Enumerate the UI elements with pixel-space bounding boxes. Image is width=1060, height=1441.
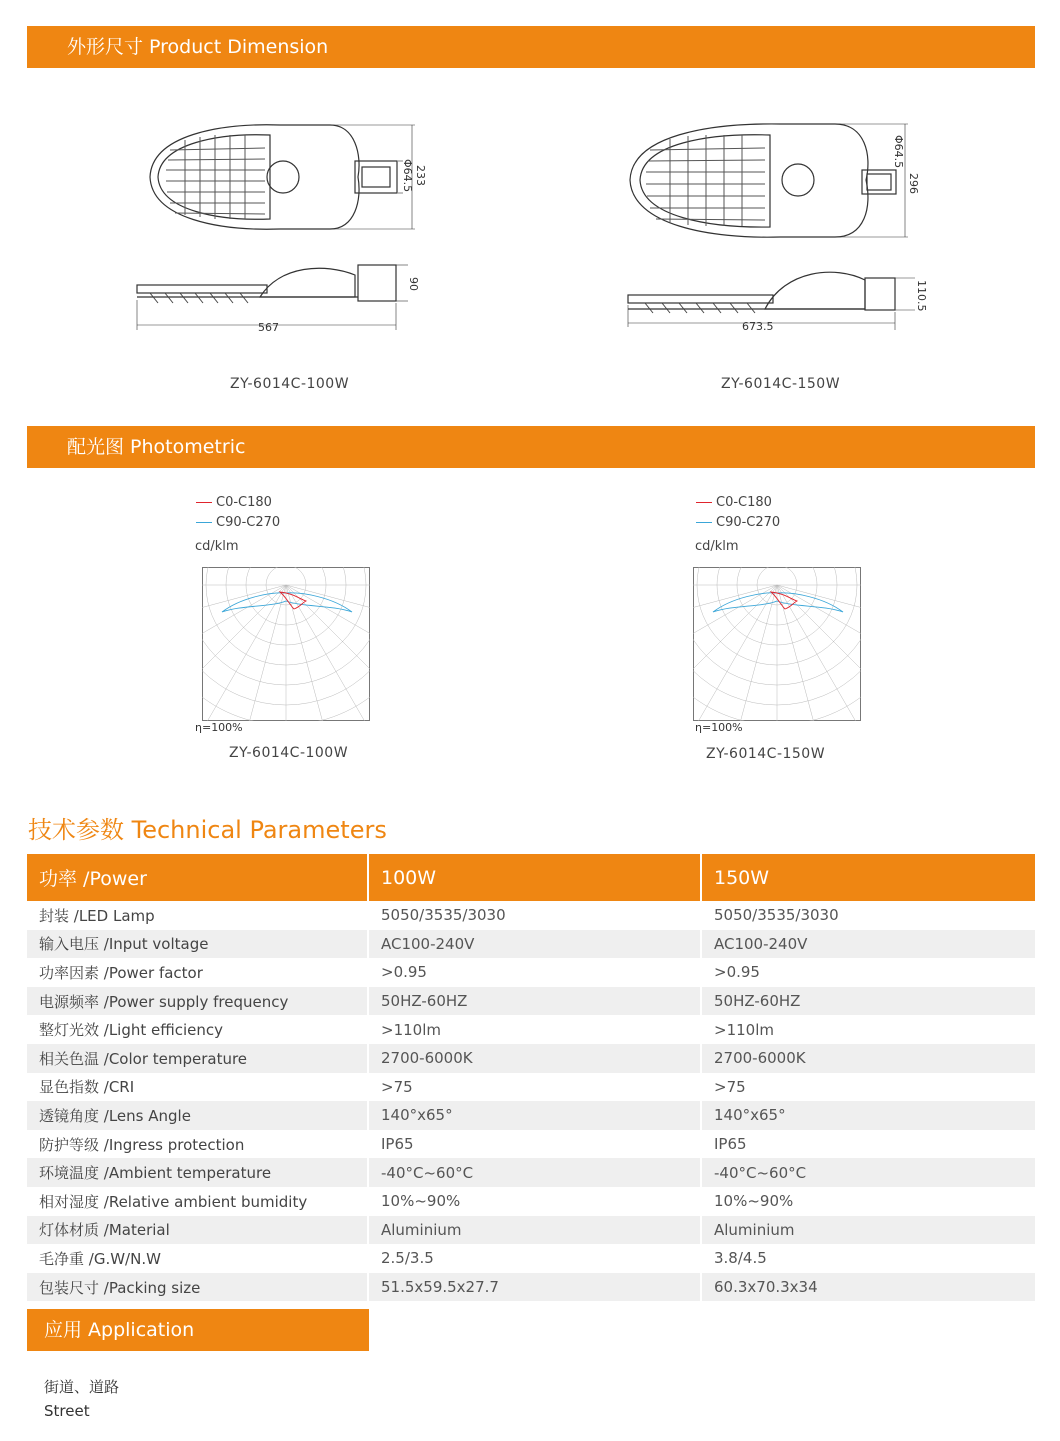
- param-100w-cell: >75: [368, 1073, 701, 1102]
- product-dimension-header: [27, 26, 1035, 68]
- technical-parameters-title: 技术参数 Technical Parameters: [28, 816, 387, 844]
- param-150w-cell: 2700-6000K: [701, 1044, 1035, 1073]
- param-name-cell: 封装 /LED Lamp: [39, 906, 155, 925]
- table-row: [27, 1273, 1035, 1302]
- table-row: [27, 930, 1035, 959]
- param-150w-cell: 5050/3535/3030: [701, 901, 1035, 930]
- efficiency-label-right: η=100%: [695, 721, 743, 734]
- param-150w-cell: >110lm: [701, 1015, 1035, 1044]
- param-name-cell: 毛净重 /G.W/N.W: [39, 1249, 161, 1268]
- param-100w-cell: 140°x65°: [368, 1101, 701, 1130]
- param-name-cell: 电源频率 /Power supply frequency: [27, 987, 368, 1016]
- photometric-model-right: ZY-6014C-150W: [706, 746, 826, 762]
- polar-chart-left: [202, 567, 370, 721]
- photometric-legend-left: [196, 492, 280, 532]
- photometric-title: 配光图 Photometric: [67, 436, 246, 458]
- photometric-header: [27, 426, 1035, 468]
- legend-c0-label: C0-C180: [216, 494, 272, 510]
- lamp-drawing-100w: [130, 115, 430, 340]
- efficiency-label-left: η=100%: [195, 721, 243, 734]
- application-text-cn: 街道、道路: [44, 1378, 120, 1396]
- param-150w-cell: IP65: [701, 1130, 1035, 1159]
- dim-height-100w: 90: [407, 277, 420, 291]
- table-body: [27, 901, 1035, 1301]
- product-dimension-title: 外形尺寸 Product Dimension: [67, 36, 329, 58]
- dim-width-100w: 233: [414, 165, 427, 186]
- param-name-cell: 环境温度 /Ambient temperature: [27, 1158, 368, 1187]
- photometric-legend-right: [696, 492, 780, 532]
- param-100w-cell: 2.5/3.5: [368, 1244, 701, 1273]
- table-row: [27, 1158, 1035, 1187]
- dim-width-150w: 296: [907, 173, 920, 194]
- table-row: [27, 987, 1035, 1016]
- param-150w-cell: >0.95: [701, 958, 1035, 987]
- param-100w-cell: >0.95: [368, 958, 701, 987]
- param-name-cell: 输入电压 /Input voltage: [27, 930, 368, 959]
- table-row: [27, 958, 1035, 987]
- table-row: [27, 1216, 1035, 1245]
- param-150w-cell: 140°x65°: [701, 1101, 1035, 1130]
- legend-c0-swatch-right: [696, 502, 712, 503]
- application-title: 应用 Application: [44, 1319, 195, 1341]
- param-name-cell: 显色指数 /CRI: [39, 1078, 135, 1097]
- param-100w-cell: 50HZ-60HZ: [368, 987, 701, 1016]
- table-row: [27, 1015, 1035, 1044]
- param-name-cell: 相关色温 /Color temperature: [27, 1044, 368, 1073]
- param-100w-cell: 51.5x59.5x27.7: [368, 1273, 701, 1302]
- param-name-cell: 透镜角度 /Lens Angle: [27, 1101, 368, 1130]
- dim-pipe-150w: Φ64.5: [892, 135, 905, 169]
- legend-c0-swatch: [196, 502, 212, 503]
- param-100w-cell: 2700-6000K: [368, 1044, 701, 1073]
- legend-c90-swatch: [196, 522, 212, 523]
- header-power: 功率 /Power: [27, 854, 368, 901]
- application-header: [27, 1309, 369, 1351]
- table-row: [27, 1044, 1035, 1073]
- photometric-model-left: ZY-6014C-100W: [229, 745, 349, 761]
- dim-height-150w: 110.5: [915, 280, 928, 312]
- unit-label-left: cd/klm: [195, 539, 239, 554]
- legend-c90-label: C90-C270: [216, 514, 281, 530]
- polar-chart-right: [693, 567, 861, 721]
- param-name-cell: 防护等级 /Ingress protection: [39, 1135, 245, 1154]
- legend-c90: [196, 512, 280, 532]
- param-name-cell: 功率因素 /Power factor: [39, 963, 203, 982]
- param-name-cell: 包装尺寸 /Packing size: [27, 1273, 368, 1302]
- dim-length-150w: 673.5: [742, 320, 774, 333]
- legend-c0-right: [696, 492, 780, 512]
- param-100w-cell: AC100-240V: [368, 930, 701, 959]
- table-row: [27, 1130, 1035, 1159]
- param-100w-cell: 10%~90%: [368, 1187, 701, 1216]
- table-row: [27, 1244, 1035, 1273]
- table-row: [27, 901, 1035, 930]
- param-150w-cell: 60.3x70.3x34: [701, 1273, 1035, 1302]
- model-label-100w: ZY-6014C-100W: [230, 376, 350, 392]
- legend-c0: [196, 492, 280, 512]
- param-name-cell: 相对湿度 /Relative ambient bumidity: [39, 1192, 308, 1211]
- param-100w-cell: 5050/3535/3030: [368, 901, 701, 930]
- param-150w-cell: 3.8/4.5: [701, 1244, 1035, 1273]
- lamp-drawing-150w: [620, 115, 930, 345]
- param-name-cell: 灯体材质 /Material: [27, 1216, 368, 1245]
- table-row: [27, 1101, 1035, 1130]
- header-100w: 100W: [368, 854, 701, 901]
- legend-c90-swatch-right: [696, 522, 712, 523]
- model-label-150w: ZY-6014C-150W: [721, 376, 841, 392]
- unit-label-right: cd/klm: [695, 539, 739, 554]
- legend-c0-label-right: C0-C180: [716, 494, 772, 510]
- param-150w-cell: 50HZ-60HZ: [701, 987, 1035, 1016]
- table-row: [27, 1187, 1035, 1216]
- application-text-en: Street: [44, 1402, 90, 1420]
- dim-pipe-100w: Φ64.5: [401, 159, 414, 193]
- param-150w-cell: Aluminium: [701, 1216, 1035, 1245]
- param-100w-cell: IP65: [368, 1130, 701, 1159]
- table-header-row: [27, 854, 1035, 901]
- param-name-cell: 整灯光效 /Light efficiency: [39, 1021, 224, 1040]
- param-100w-cell: Aluminium: [368, 1216, 701, 1245]
- param-150w-cell: >75: [701, 1073, 1035, 1102]
- param-100w-cell: >110lm: [368, 1015, 701, 1044]
- table-row: [27, 1073, 1035, 1102]
- legend-c90-label-right: C90-C270: [716, 514, 781, 530]
- technical-parameters-table: [27, 854, 1035, 1301]
- param-100w-cell: -40°C~60°C: [368, 1158, 701, 1187]
- legend-c90-right: [696, 512, 780, 532]
- param-150w-cell: AC100-240V: [701, 930, 1035, 959]
- param-150w-cell: 10%~90%: [701, 1187, 1035, 1216]
- dim-length-100w: 567: [258, 321, 279, 334]
- param-150w-cell: -40°C~60°C: [701, 1158, 1035, 1187]
- header-150w: 150W: [701, 854, 1035, 901]
